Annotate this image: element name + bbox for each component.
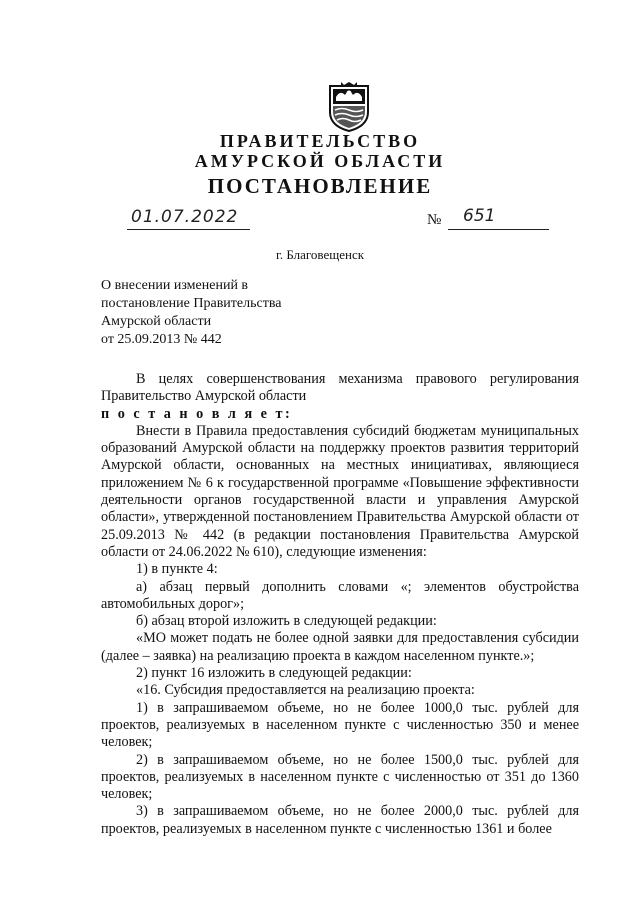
city-label: г. Благовещенск [275,247,365,262]
body-paragraph: «16. Субсидия предоставляется на реализацию проекта: [136,682,475,699]
document-body [101,371,579,838]
subject-line: О внесении изменений в [101,278,249,293]
body-paragraph: Внести в Правила предоставления субсидий бюджетам муниципальных образований Амурской области на поддержку проектов развития территорий Амурской области, основанных на местных инициативах, являющиеся приложением № 6 к государственной программе «Повышение эффективности деятельности органов государственной власти и управления Амурской области», утвержденной постановлением Правительства Амурской области от 25.09.2013 № 442 (в редакции постановления Правительства Амурской области от 24.06.2022 № 610), следующие изменения: [101,422,579,560]
subject-line: от 25.09.2013 № 442 [101,332,222,347]
body-paragraph: «МО может подать не более одной заявки для предоставления субсидии (далее – заявка) на реализацию проекта в каждом населенном пункте.»; [101,630,579,664]
body-paragraph: 3) в запрашиваемом объеме, но не более 2000,0 тыс. рублей для проектов, реализуемых в населенном пункте с численностью 1361 и более [101,803,579,837]
resolves-label: п о с т а н о в л я е т: [101,405,293,422]
body-paragraph: 1) в пункте 4: [136,561,218,578]
number-label: № [427,212,442,228]
body-paragraph: 2) пункт 16 изложить в следующей редакции: [136,665,412,682]
document-number: 651 [463,206,496,226]
coat-of-arms-icon [327,82,371,132]
body-paragraph: 1) в запрашиваемом объеме, но не более 1000,0 тыс. рублей для проектов, реализуемых в населенном пункте с численностью 350 и менее человек; [101,699,579,751]
subject-line: постановление Правительства [101,296,282,311]
region-title: АМУРСКОЙ ОБЛАСТИ [194,151,446,171]
intro-paragraph: В целях совершенствования механизма правового регулирования Правительство Амурской области [101,371,579,405]
body-paragraph: б) абзац второй изложить в следующей редакции: [136,613,437,630]
body-paragraph: 2) в запрашиваемом объеме, но не более 1500,0 тыс. рублей для проектов, реализуемых в населенном пункте с численностью от 351 до 1360 человек; [101,751,579,803]
document-date: 01.07.2022 [131,207,239,227]
document-type-title: ПОСТАНОВЛЕНИЕ [207,174,433,198]
document-subject [101,277,281,349]
body-paragraph: а) абзац первый дополнить словами «; элементов обустройства автомобильных дорог»; [101,578,579,612]
government-title: ПРАВИТЕЛЬСТВО [219,131,421,151]
number-underline [448,229,549,230]
date-underline [127,229,250,230]
subject-line: Амурской области [101,314,212,329]
